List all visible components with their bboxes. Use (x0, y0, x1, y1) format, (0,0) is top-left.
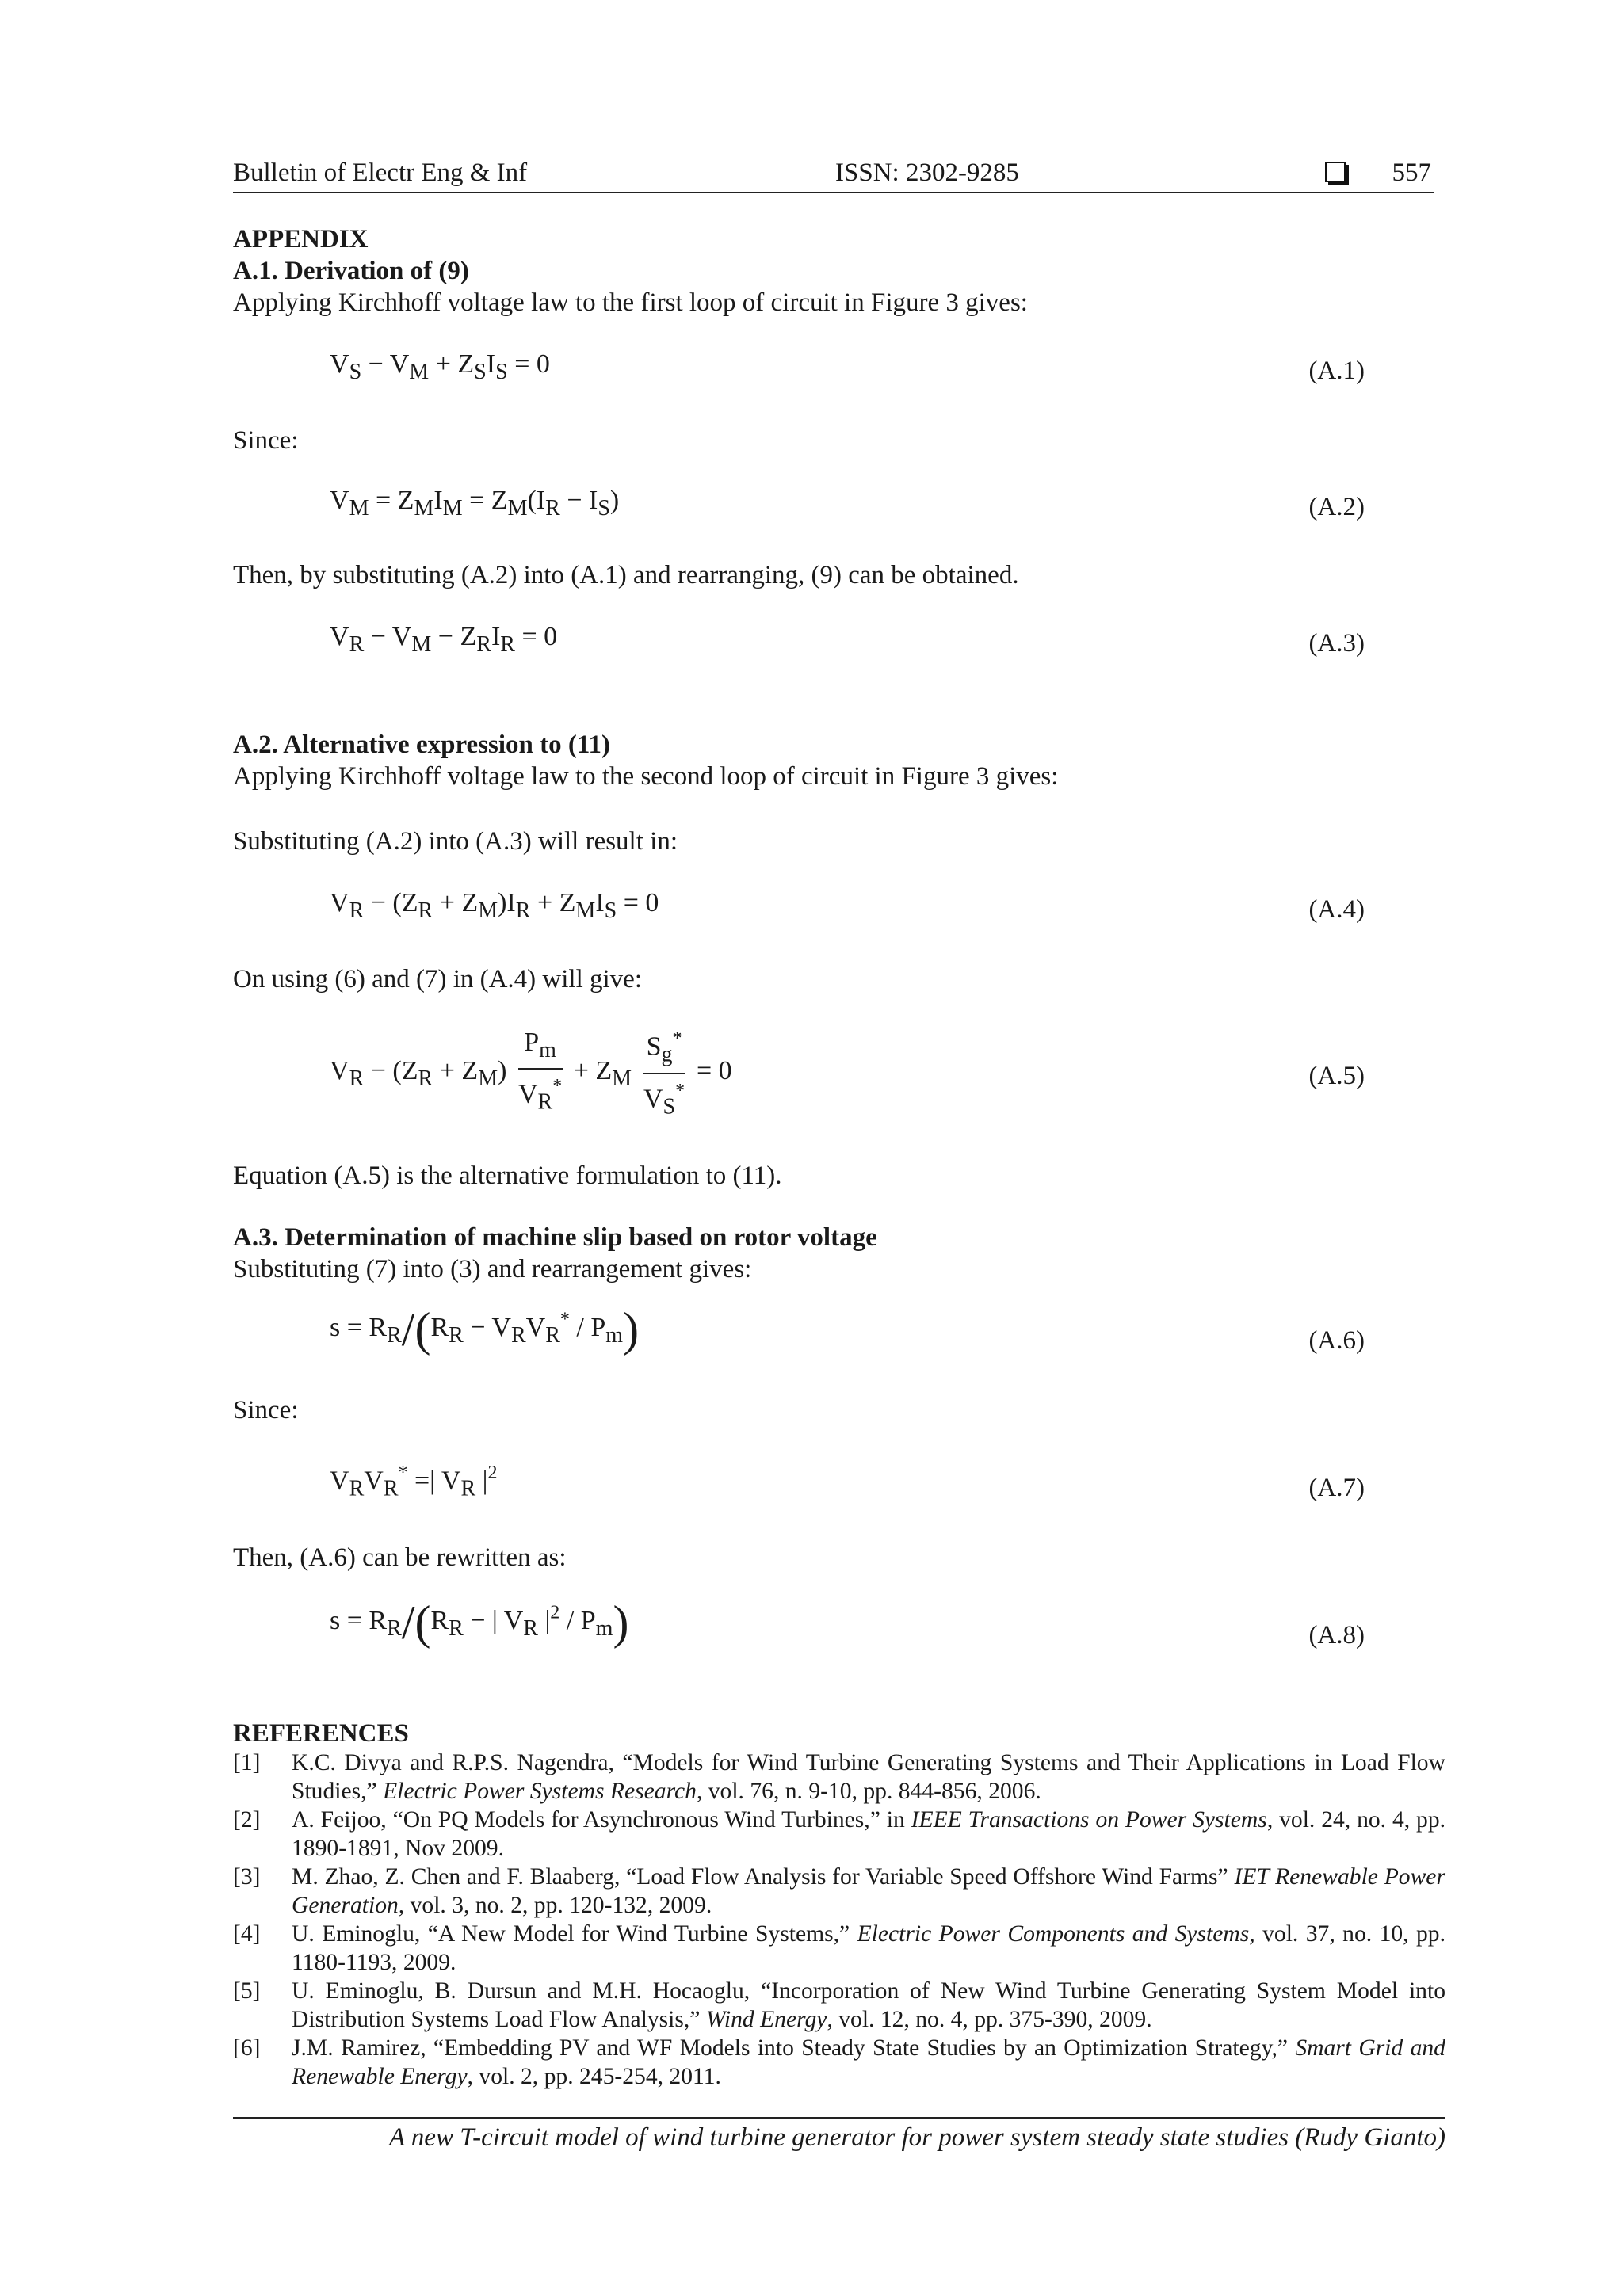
reference-authors-title: U. Eminoglu, “A New Model for Wind Turbine Systems,” (292, 1922, 857, 1947)
reference-item (233, 1806, 1445, 1863)
running-footer: A new T-circuit model of wind turbine generator for power system steady state studies (Rudy Gianto) (389, 2122, 1445, 2152)
journal-name: Bulletin of Electr Eng & Inf (233, 157, 528, 187)
equation-a2: $V_M = Z_MI_M = Z_M(I_R - I_S)$ (330, 485, 620, 521)
equation-a2-number: (A.2) (1308, 491, 1365, 521)
reference-details: , vol. 76, n. 9-10, pp. 844-856, 2006. (696, 1779, 1041, 1805)
reference-details: vol. 3, no. 2, pp. 120-132, 2009. (404, 1894, 712, 1919)
reference-details: , vol. 2, pp. 245-254, 2011. (467, 2065, 721, 2090)
reference-details: , vol. 12, no. 4, pp. 375-390, 2009. (827, 2008, 1152, 2033)
equation-a1-number: (A.1) (1308, 355, 1365, 385)
reference-details: , vol. 37, no. 10, pp. 1180-1193, 2009. (292, 1922, 1445, 1976)
reference-index: [1] (233, 1751, 261, 1776)
on-using-text: On using (6) and (7) in (A.4) will give: (233, 963, 642, 994)
reference-journal: Wind Energy (705, 2008, 827, 2033)
running-header (233, 157, 1434, 193)
reference-journal: Electric Power Systems Research (383, 1779, 697, 1805)
reference-authors-title: A. Feijoo, “On PQ Models for Asynchronous Wind Turbines,” in (292, 1808, 911, 1833)
since-text-2: Since: (233, 1394, 299, 1425)
reference-authors-title: J.M. Ramirez, “Embedding PV and WF Models into Steady State Studies by an Optimization Strategy,” (292, 2036, 1296, 2061)
issn: ISSN: 2302-9285 (835, 157, 1019, 187)
reference-item (233, 1749, 1445, 1806)
reference-item (233, 1920, 1445, 1978)
since-text-1: Since: (233, 425, 299, 455)
equation-a7-number: (A.7) (1308, 1472, 1365, 1502)
page-number: 557 (1392, 157, 1431, 187)
appendix-title: APPENDIX (233, 223, 369, 254)
reference-authors-title: M. Zhao, Z. Chen and F. Blaaberg, “Load Flow Analysis for Variable Speed Offshore Wind Farms” (292, 1865, 1235, 1890)
reference-journal: Electric Power Components and Systems (857, 1922, 1250, 1947)
reference-item (233, 2035, 1445, 2092)
then-text-2: Then, (A.6) can be rewritten as: (233, 1542, 567, 1572)
references-title: REFERENCES (233, 1718, 409, 1748)
appendix-a2-heading: A.2. Alternative expression to (11) (233, 729, 611, 759)
reference-journal: IET Renewable Power Generation, (292, 1865, 1445, 1919)
equation-a4-number: (A.4) (1308, 894, 1365, 924)
reference-index: [4] (233, 1922, 261, 1947)
equation-a8: $s = R_R/(R_R$ − | $V_R$ $|^2 / P_m$) (330, 1597, 629, 1650)
appendix-a2-intro: Applying Kirchhoff voltage law to the second loop of circuit in Figure 3 gives: (233, 761, 1059, 791)
equation-a7: $V_RV_R^*$ =| $V_R$ $|^2$ (330, 1461, 498, 1502)
equation-a5: $V_R - (Z_R + Z_M)$ $\frac{P_m}{V_R^*}$ + $Z_M$ $\frac{S_g^*}{V_S^*}$ = 0 (330, 1024, 732, 1123)
fraction-sg-over-vs: $\frac{S_g^*}{V_S^*}$ (643, 1024, 685, 1123)
equation-a6-number: (A.6) (1308, 1325, 1365, 1355)
reference-journal: Smart Grid and Renewable Energy (292, 2036, 1445, 2090)
fraction-pm-over-vr: $\frac{P_m}{V_R^*}$ (517, 1026, 563, 1115)
equation-a4: $V_R - (Z_R + Z_M)I_R + Z_MI_S = 0$ (330, 887, 659, 924)
appendix-a1-intro: Applying Kirchhoff voltage law to the first loop of circuit in Figure 3 gives: (233, 287, 1028, 317)
reference-authors-title: U. Eminoglu, B. Dursun and M.H. Hocaoglu, “Incorporation of New Wind Turbine Generating System Model into Distribution Systems Load Flow Analysis,” (292, 1979, 1445, 2033)
appendix-a3-heading: A.3. Determination of machine slip based on rotor voltage (233, 1222, 877, 1252)
substituting-text: Substituting (A.2) into (A.3) will result in: (233, 826, 678, 856)
reference-journal: IEEE Transactions on Power Systems (911, 1808, 1267, 1833)
equation-a3: $V_R - V_M - Z_RI_R = 0$ (330, 621, 558, 658)
then-text-1: Then, by substituting (A.2) into (A.1) and rearranging, (9) can be obtained. (233, 559, 1019, 589)
reference-details: , vol. 24, no. 4, pp. 1890-1891, Nov 2009. (292, 1808, 1446, 1862)
appendix-a3-intro: Substituting (7) into (3) and rearrangement gives: (233, 1253, 752, 1283)
equation-a3-number: (A.3) (1308, 627, 1365, 658)
reference-authors-title: K.C. Divya and R.P.S. Nagendra, “Models for Wind Turbine Generating Systems and Their Applications in Load Flow Studies,” (292, 1751, 1445, 1805)
reference-item (233, 1978, 1445, 2035)
reference-item (233, 1863, 1445, 1920)
footer-divider (233, 2117, 1445, 2119)
square-bullet-icon (1325, 162, 1346, 182)
equation-a5-number: (A.5) (1308, 1060, 1365, 1090)
equation-a6: $s = R_R/(R_R - V_RV_R^* / P_m)$ (330, 1304, 640, 1356)
equation-a8-number: (A.8) (1308, 1619, 1365, 1650)
reference-index: [2] (233, 1808, 261, 1833)
reference-index: [5] (233, 1979, 261, 2004)
reference-index: [6] (233, 2036, 261, 2061)
appendix-a1-heading: A.1. Derivation of (9) (233, 255, 469, 285)
equation-a1: $V_S - V_M + Z_SI_S = 0$ (330, 349, 550, 385)
reference-index: [3] (233, 1865, 261, 1890)
conclusion-text: Equation (A.5) is the alternative formulation to (11). (233, 1160, 782, 1190)
